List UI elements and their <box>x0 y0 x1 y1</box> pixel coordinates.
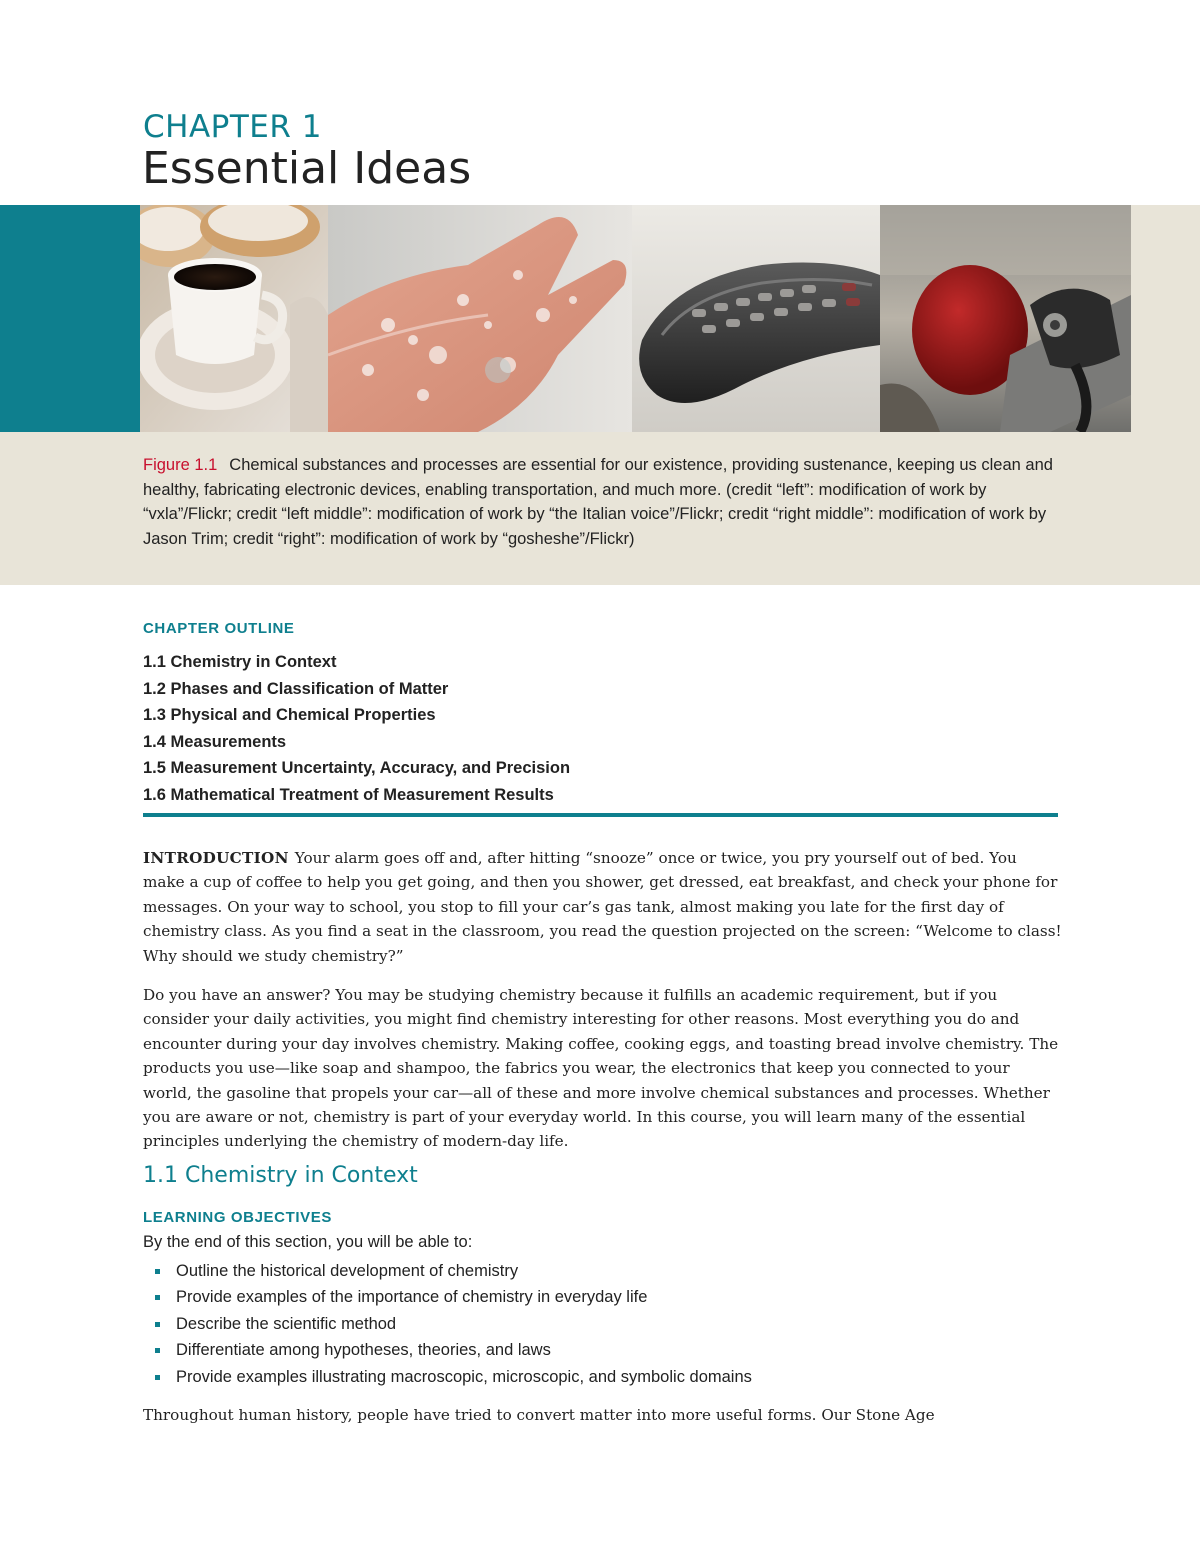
learning-objectives-intro: By the end of this section, you will be able to: <box>143 1233 473 1251</box>
photo-fuel-nozzle <box>880 205 1131 432</box>
bullet-icon <box>155 1348 160 1353</box>
objective-item <box>155 1364 752 1390</box>
outline-item[interactable]: 1.2 Phases and Classification of Matter <box>143 679 449 698</box>
figure-number: Figure 1.1 <box>143 456 218 474</box>
photo-remote-control <box>632 205 880 432</box>
introduction-text: Your alarm goes off and, after hitting “snooze” once or twice, you pry yourself out of bed. You make a cup of coffee to help you get going, and then you shower, get dressed, eat breakfast, and check your phone for messages. On your way to school, you stop to fill your car’s gas tank, almost making you late for the first day of chemistry class. As you find a seat in the classroom, you read the question projected on the screen: “Welcome to class! Why should we study chemistry?” <box>143 849 1062 965</box>
objective-item <box>155 1337 752 1363</box>
introduction-paragraph <box>143 846 1063 968</box>
outline-divider <box>143 813 1058 817</box>
section-heading: 1.1 Chemistry in Context <box>143 1163 418 1188</box>
objective-text: Differentiate among hypotheses, theories, and laws <box>176 1341 551 1360</box>
figure-caption <box>143 453 1053 551</box>
outline-item[interactable]: 1.4 Measurements <box>143 732 287 751</box>
body-paragraph: Do you have an answer? You may be studying chemistry because it fulfills an academic requirement, but if you consider your daily activities, you might find chemistry interesting for other reasons. Most everything you do and encounter during your day involves chemistry. Making coffee, cooking eggs, and toasting bread involve chemistry. The products you use—like soap and shampoo, the fabrics you wear, the electronics that keep you connected to your world, the gasoline that propels your car—all of these and more involve chemical substances and processes. Whether you are aware or not, chemistry is part of your everyday world. In this course, you will learn many of the essential principles underlying the chemistry of modern-day life. <box>143 986 1059 1151</box>
objective-text: Provide examples of the importance of chemistry in everyday life <box>176 1288 648 1307</box>
introduction-label: INTRODUCTION <box>143 849 289 867</box>
chapter-label: CHAPTER 1 <box>143 109 322 145</box>
outline-item[interactable]: 1.5 Measurement Uncertainty, Accuracy, and Precision <box>143 759 571 778</box>
bullet-icon <box>155 1269 160 1274</box>
bullet-icon <box>155 1295 160 1300</box>
bullet-icon <box>155 1322 160 1327</box>
beige-accent-block <box>1131 205 1200 432</box>
objective-text: Provide examples illustrating macroscopic, microscopic, and symbolic domains <box>176 1367 752 1386</box>
chapter-outline <box>143 649 570 809</box>
chapter-hero <box>0 205 1200 585</box>
learning-objectives-heading: LEARNING OBJECTIVES <box>143 1209 332 1226</box>
bullet-icon <box>155 1375 160 1380</box>
outline-item[interactable]: 1.3 Physical and Chemical Properties <box>143 706 436 725</box>
photo-soapy-hand <box>328 205 632 432</box>
chapter-outline-heading: CHAPTER OUTLINE <box>143 620 295 637</box>
learning-objectives-list <box>155 1258 752 1390</box>
outline-item[interactable]: 1.1 Chemistry in Context <box>143 653 337 671</box>
objective-item <box>155 1311 752 1337</box>
photo-coffee <box>140 205 328 432</box>
section-paragraph: Throughout human history, people have tried to convert matter into more useful forms. Our Stone Age <box>143 1406 935 1424</box>
objective-text: Describe the scientific method <box>176 1314 397 1333</box>
teal-accent-block <box>0 205 140 432</box>
chapter-title: Essential Ideas <box>142 143 472 194</box>
outline-item[interactable]: 1.6 Mathematical Treatment of Measurement Results <box>143 785 554 804</box>
objective-item <box>155 1258 752 1284</box>
objective-item <box>155 1284 752 1310</box>
figure-caption-text: Chemical substances and processes are essential for our existence, providing sustenance, keeping us clean and healthy, fabricating electronic devices, enabling transportation, and much more. (credit “left”: modification of work by “vxla”/Flickr; credit “left middle”: modification of work by “the Italian voice”/Flickr; credit “right middle”: modification of work by Jason Trim; credit “right”: modification of work by “gosheshe”/Flickr) <box>143 456 1053 548</box>
objective-text: Outline the historical development of chemistry <box>176 1262 519 1280</box>
